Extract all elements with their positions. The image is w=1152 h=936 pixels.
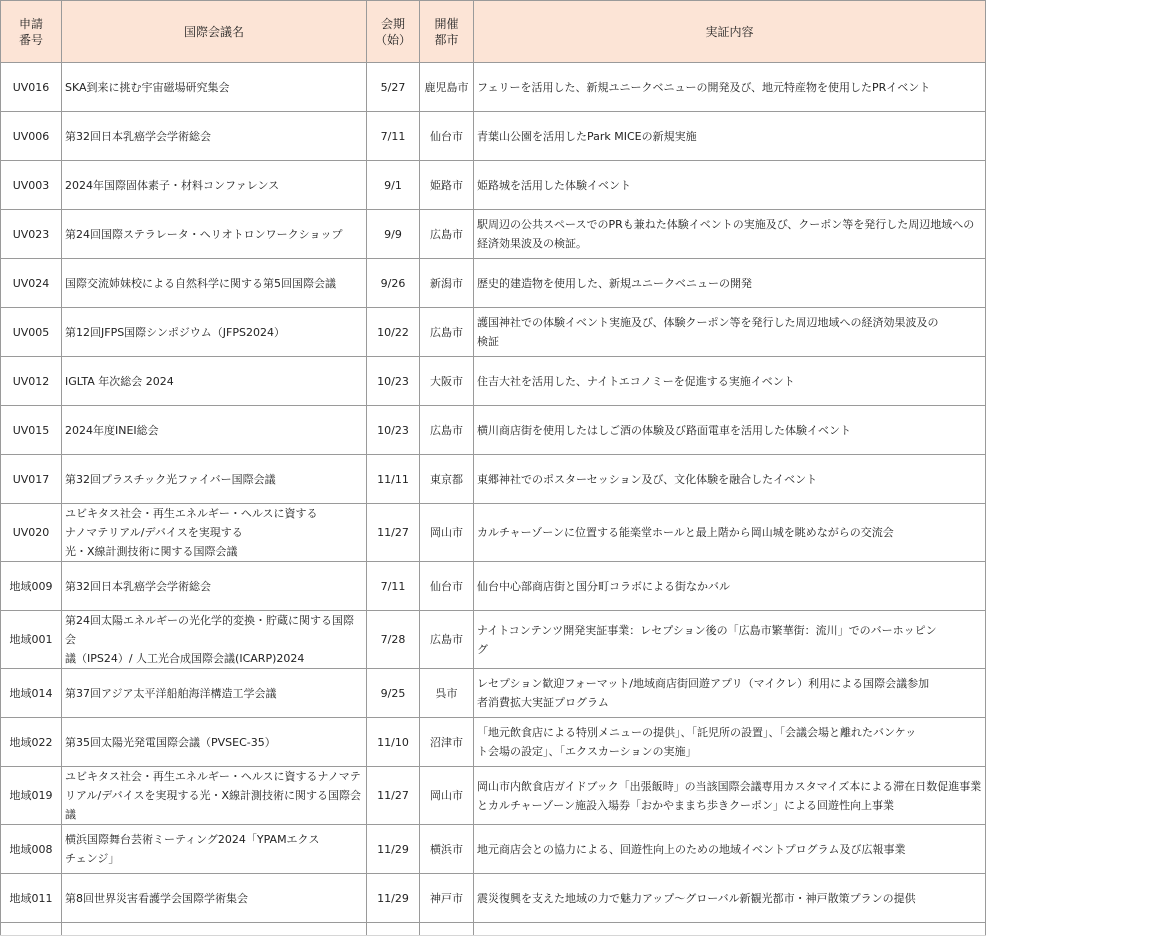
cell-conference-name: 2024年度INEI総会 [62,406,367,455]
cell-session-start: 7/11 [367,562,420,611]
table-row [1,767,986,825]
cell-application-number: UV012 [1,357,62,406]
header-row [1,1,986,63]
cell-session-start: 9/26 [367,259,420,308]
cell-application-number: UV024 [1,259,62,308]
cell-host-city: 横浜市 [420,825,474,874]
table-row [1,406,986,455]
header-application-number: 申請 番号 [1,1,62,63]
table-row [1,112,986,161]
cell-host-city: 広島市 [420,308,474,357]
cell-application-number: 地域009 [1,562,62,611]
empty-cell [1,923,62,936]
cell-host-city: 広島市 [420,406,474,455]
cell-session-start: 10/23 [367,406,420,455]
cell-session-start: 11/29 [367,874,420,923]
cell-conference-name: 国際交流姉妹校による自然科学に関する第5回国際会議 [62,259,367,308]
table-row [1,161,986,210]
cell-application-number: 地域008 [1,825,62,874]
cell-host-city: 広島市 [420,210,474,259]
cell-demonstration-content: 東郷神社でのポスターセッション及び、文化体験を融合したイベント [474,455,986,504]
empty-cell [420,923,474,936]
cell-application-number: 地域001 [1,611,62,669]
cell-demonstration-content: 地元商店会との協力による、回遊性向上のための地域イベントプログラム及び広報事業 [474,825,986,874]
cell-application-number: UV003 [1,161,62,210]
cell-conference-name: 第8回世界災害看護学会国際学術集会 [62,874,367,923]
cell-demonstration-content: 震災復興を支えた地域の力で魅力アップ～グローバル新観光都市・神戸散策プランの提供 [474,874,986,923]
cell-application-number: 地域014 [1,669,62,718]
cell-session-start: 7/28 [367,611,420,669]
cell-conference-name: 2024年国際固体素子・材料コンファレンス [62,161,367,210]
empty-cell [367,923,420,936]
cell-demonstration-content: 歴史的建造物を使用した、新規ユニークベニューの開発 [474,259,986,308]
cell-conference-name: 第12回JFPS国際シンポジウム（JFPS2024） [62,308,367,357]
cell-host-city: 岡山市 [420,504,474,562]
header-host-city: 開催 都市 [420,1,474,63]
empty-cell [474,923,986,936]
cell-demonstration-content: 姫路城を活用した体験イベント [474,161,986,210]
header-demonstration-content: 実証内容 [474,1,986,63]
cell-demonstration-content: 青葉山公園を活用したPark MICEの新規実施 [474,112,986,161]
cell-session-start: 5/27 [367,63,420,112]
cell-application-number: 地域019 [1,767,62,825]
cell-demonstration-content: カルチャーゾーンに位置する能楽堂ホールと最上階から岡山城を眺めながらの交流会 [474,504,986,562]
cell-session-start: 10/23 [367,357,420,406]
table-row [1,455,986,504]
cell-host-city: 鹿児島市 [420,63,474,112]
cell-session-start: 11/27 [367,504,420,562]
cell-conference-name: 第35回太陽光発電国際会議（PVSEC-35） [62,718,367,767]
table-row [1,210,986,259]
cell-conference-name: IGLTA 年次総会 2024 [62,357,367,406]
cell-session-start: 9/25 [367,669,420,718]
cell-demonstration-content: 「地元飲食店による特別メニューの提供」、「託児所の設置」、「会議会場と離れたバンケッ ト会場の設定」、「エクスカーションの実施」 [474,718,986,767]
cell-application-number: UV015 [1,406,62,455]
cell-demonstration-content: 横川商店街を使用したはしご酒の体験及び路面電車を活用した体験イベント [474,406,986,455]
cell-session-start: 10/22 [367,308,420,357]
table-row [1,562,986,611]
cell-host-city: 大阪市 [420,357,474,406]
table-row [1,825,986,874]
header-conference-name: 国際会議名 [62,1,367,63]
cell-conference-name: 第24回国際ステラレータ・ヘリオトロンワークショップ [62,210,367,259]
cell-conference-name: SKA到来に挑む宇宙磁場研究集会 [62,63,367,112]
cell-host-city: 神戸市 [420,874,474,923]
cell-conference-name: 第32回プラスチック光ファイバー国際会議 [62,455,367,504]
cell-application-number: UV023 [1,210,62,259]
cell-demonstration-content: 仙台中心部商店街と国分町コラボによる街なかバル [474,562,986,611]
cell-application-number: UV017 [1,455,62,504]
cell-application-number: UV005 [1,308,62,357]
empty-trailing-row [1,923,986,936]
table-row [1,611,986,669]
cell-host-city: 広島市 [420,611,474,669]
cell-conference-name: ユビキタス社会・再生エネルギー・ヘルスに資するナノマテ リアル/デバイスを実現する光・X線計測技術に関する国際会 議 [62,767,367,825]
cell-host-city: 呉市 [420,669,474,718]
cell-demonstration-content: ナイトコンテンツ開発実証事業：レセプション後の「広島市繁華街：流川」でのバーホッピン グ [474,611,986,669]
cell-conference-name: 第24回太陽エネルギーの光化学的変換・貯蔵に関する国際会 議（IPS24）/ 人工光合成国際会議(ICARP)2024 [62,611,367,669]
cell-session-start: 9/9 [367,210,420,259]
cell-demonstration-content: フェリーを活用した、新規ユニークベニューの開発及び、地元特産物を使用したPRイベント [474,63,986,112]
cell-session-start: 11/27 [367,767,420,825]
cell-host-city: 岡山市 [420,767,474,825]
table-body [1,63,986,936]
cell-demonstration-content: 岡山市内飲食店ガイドブック「出張飯時」の当該国際会議専用カスタマイズ本による滞在日数促進事業 とカルチャーゾーン施設入場券「おかやままち歩きクーポン」による回遊性向上事業 [474,767,986,825]
cell-application-number: UV006 [1,112,62,161]
cell-session-start: 7/11 [367,112,420,161]
table-row [1,308,986,357]
cell-host-city: 仙台市 [420,112,474,161]
cell-host-city: 東京都 [420,455,474,504]
cell-conference-name: 第32回日本乳癌学会学術総会 [62,112,367,161]
cell-host-city: 姫路市 [420,161,474,210]
table-row [1,357,986,406]
cell-conference-name: ユビキタス社会・再生エネルギー・ヘルスに資する ナノマテリアル/デバイスを実現する 光・X線計測技術に関する国際会議 [62,504,367,562]
header-session-start: 会期 （始） [367,1,420,63]
table-row [1,259,986,308]
table-row [1,718,986,767]
cell-session-start: 11/10 [367,718,420,767]
cell-conference-name: 第32回日本乳癌学会学術総会 [62,562,367,611]
table-row [1,669,986,718]
cell-conference-name: 横浜国際舞台芸術ミーティング2024「YPAMエクス チェンジ」 [62,825,367,874]
cell-demonstration-content: 駅周辺の公共スペースでのPRも兼ねた体験イベントの実施及び、クーポン等を発行した周辺地域への 経済効果波及の検証。 [474,210,986,259]
cell-host-city: 新潟市 [420,259,474,308]
cell-host-city: 仙台市 [420,562,474,611]
cell-conference-name: 第37回アジア太平洋船舶海洋構造工学会議 [62,669,367,718]
cell-application-number: UV020 [1,504,62,562]
table-row [1,874,986,923]
cell-application-number: UV016 [1,63,62,112]
table-row [1,63,986,112]
cell-demonstration-content: 護国神社での体験イベント実施及び、体験クーポン等を発行した周辺地域への経済効果波及の 検証 [474,308,986,357]
cell-session-start: 9/1 [367,161,420,210]
cell-host-city: 沼津市 [420,718,474,767]
cell-session-start: 11/29 [367,825,420,874]
cell-application-number: 地域022 [1,718,62,767]
table-row [1,504,986,562]
empty-cell [62,923,367,936]
cell-demonstration-content: 住吉大社を活用した、ナイトエコノミーを促進する実施イベント [474,357,986,406]
cell-session-start: 11/11 [367,455,420,504]
cell-demonstration-content: レセプション歓迎フォーマット/地域商店街回遊アプリ（マイクレ）利用による国際会議参加 者消費拡大実証プログラム [474,669,986,718]
cell-application-number: 地域011 [1,874,62,923]
